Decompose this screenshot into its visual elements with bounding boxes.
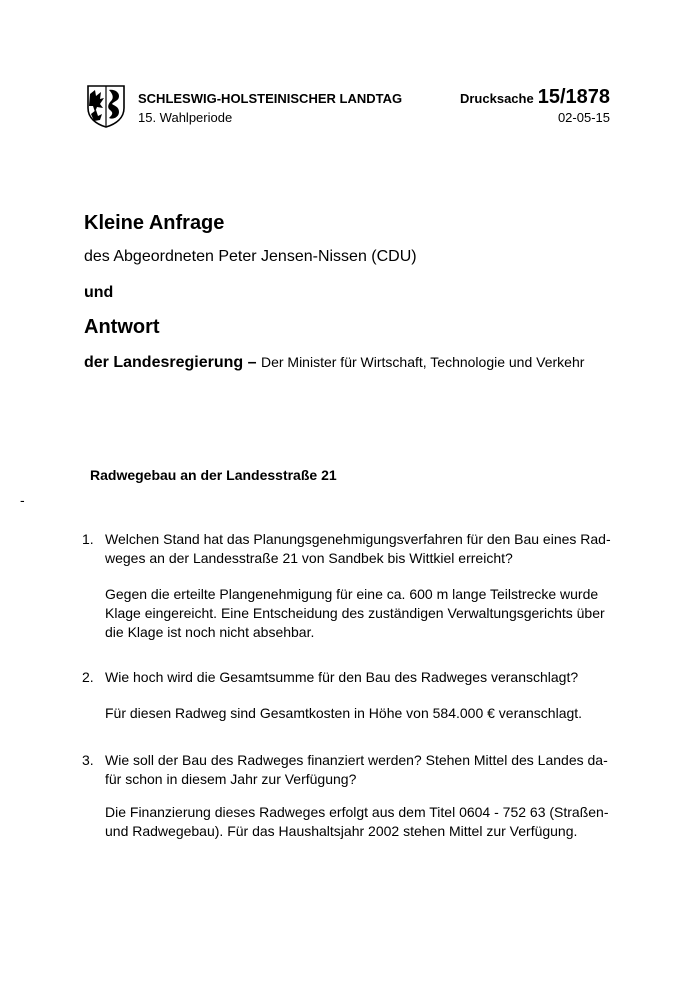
- topic-heading: Radwegebau an der Landesstraße 21: [90, 467, 337, 483]
- question-line: für schon in diesem Jahr zur Verfügung?: [105, 771, 357, 787]
- drucksache-number: 15/1878: [537, 86, 610, 108]
- drucksache: [460, 86, 610, 109]
- answer-line: Gegen die erteilte Plangenehmigung für eine ca. 600 m lange Teilstrecke wurde: [105, 586, 599, 602]
- answer-text: [105, 803, 610, 841]
- item-number: 2.: [82, 669, 94, 685]
- question-text: [105, 668, 610, 687]
- doc-subtitle-government: [84, 354, 584, 372]
- answer-text: [105, 585, 610, 642]
- doc-und: und: [84, 284, 114, 301]
- question-text: [105, 530, 610, 568]
- header-period: 15. Wahlperiode: [138, 110, 233, 125]
- header-date: 02-05-15: [557, 110, 610, 125]
- answer-line: Klage eingereicht. Eine Entscheidung des zuständigen Verwaltungsgerichts über: [105, 605, 605, 621]
- government-label: der Landesregierung –: [84, 354, 257, 371]
- item-number: 3.: [82, 752, 94, 768]
- header-org: SCHLESWIG-HOLSTEINISCHER LANDTAG: [138, 91, 403, 106]
- question-line: Wie hoch wird die Gesamtsumme für den Bau des Radweges veranschlagt?: [105, 669, 579, 685]
- question-line: weges an der Landesstraße 21 von Sandbek bis Wittkiel erreicht?: [105, 550, 513, 566]
- doc-subtitle-author: des Abgeordneten Peter Jensen-Nissen (CDU): [84, 248, 417, 265]
- question-text: [105, 751, 610, 789]
- answer-text: [105, 704, 610, 723]
- item-number: 1.: [82, 531, 94, 547]
- question-line: Welchen Stand hat das Planungsgenehmigungsverfahren für den Bau eines Rad-: [105, 531, 611, 547]
- question-line: Wie soll der Bau des Radweges finanziert werden? Stehen Mittel des Landes da-: [105, 752, 608, 768]
- drucksache-label: Drucksache: [459, 91, 534, 106]
- doc-title-antwort: Antwort: [84, 316, 160, 338]
- coat-of-arms-logo: [86, 84, 126, 128]
- answer-line: die Klage ist noch nicht absehbar.: [105, 624, 315, 640]
- answer-line: und Radwegebau). Für das Haushaltsjahr 2002 stehen Mittel zur Verfügung.: [105, 823, 578, 839]
- minister-label: Der Minister für Wirtschaft, Technologie und Verkehr: [260, 354, 585, 370]
- doc-title-kleine-anfrage: Kleine Anfrage: [84, 212, 225, 234]
- answer-line: Für diesen Radweg sind Gesamtkosten in Höhe von 584.000 € veranschlagt.: [105, 705, 583, 721]
- answer-line: Die Finanzierung dieses Radweges erfolgt aus dem Titel 0604 - 752 63 (Straßen-: [105, 804, 609, 820]
- margin-dash: -: [20, 492, 25, 508]
